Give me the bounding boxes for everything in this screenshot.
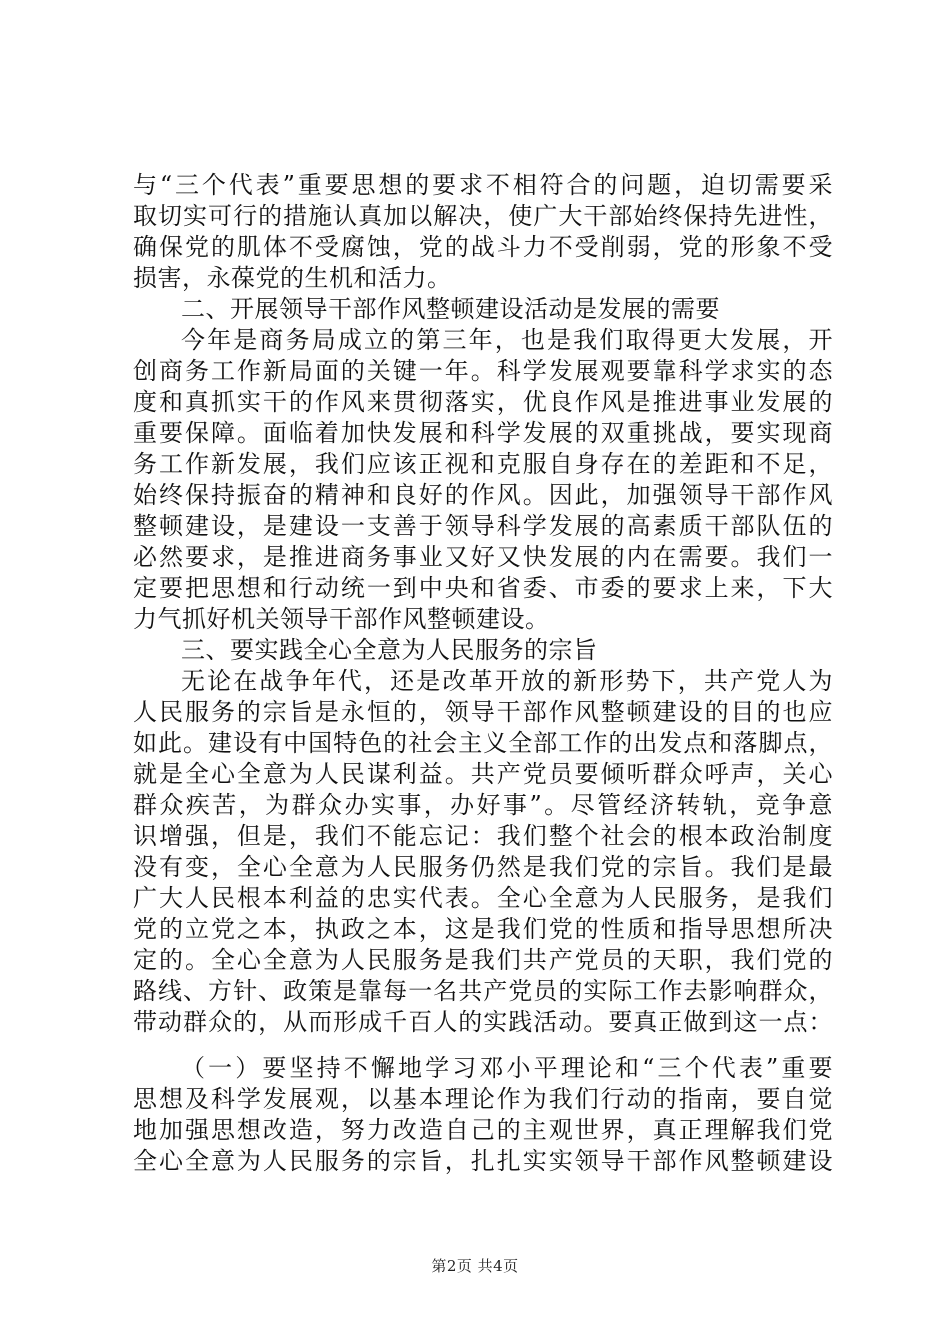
text-line: 如此。建设有中国特色的社会主义全部工作的出发点和落脚点， xyxy=(133,729,833,757)
text-line: 损害，永葆党的生机和活力。 xyxy=(133,264,452,292)
section-heading-2: 二、开展领导干部作风整顿建设活动是发展的需要 xyxy=(181,295,720,323)
text-line: 重要保障。面临着加快发展和科学发展的双重挑战，要实现商 xyxy=(133,419,833,447)
section-heading-3: 三、要实践全心全意为人民服务的宗旨 xyxy=(181,636,598,664)
text-line: （一）要坚持不懈地学习邓小平理论和“三个代表”重要 xyxy=(181,1054,833,1082)
text-line: 识增强，但是，我们不能忘记：我们整个社会的根本政治制度 xyxy=(133,822,833,850)
text-line: 创商务工作新局面的关键一年。科学发展观要靠科学求实的态 xyxy=(133,357,833,385)
text-line: 力气抓好机关领导干部作风整顿建设。 xyxy=(133,605,550,633)
text-line: 党的立党之本，执政之本，这是我们党的性质和指导思想所决 xyxy=(133,915,833,943)
text-line: 始终保持振奋的精神和良好的作风。因此，加强领导干部作风 xyxy=(133,481,833,509)
paragraph-gap xyxy=(133,1038,833,1053)
text-line: 广大人民根本利益的忠实代表。全心全意为人民服务，是我们 xyxy=(133,884,833,912)
text-line: 路线、方针、政策是靠每一名共产党员的实际工作去影响群众， xyxy=(133,977,833,1005)
text-line: 务工作新发展，我们应该正视和克服自身存在的差距和不足， xyxy=(133,450,833,478)
text-line: 地加强思想改造，努力改造自己的主观世界，真正理解我们党 xyxy=(133,1116,833,1144)
text-line: 带动群众的，从而形成千百人的实践活动。要真正做到这一点： xyxy=(133,1008,833,1036)
text-line: 定要把思想和行动统一到中央和省委、市委的要求上来，下大 xyxy=(133,574,833,602)
text-line: 与“三个代表”重要思想的要求不相符合的问题，迫切需要采 xyxy=(133,171,833,199)
text-line: 群众疾苦，为群众办实事，办好事”。尽管经济转轨，竞争意 xyxy=(133,791,833,819)
text-line: 必然要求，是推进商务事业又好又快发展的内在需要。我们一 xyxy=(133,543,833,571)
text-line: 取切实可行的措施认真加以解决，使广大干部始终保持先进性， xyxy=(133,202,833,230)
document-body xyxy=(133,170,833,1177)
text-line: 就是全心全意为人民谋利益。共产党员要倾听群众呼声，关心 xyxy=(133,760,833,788)
text-line: 全心全意为人民服务的宗旨，扎扎实实领导干部作风整顿建设 xyxy=(133,1147,833,1175)
text-line: 确保党的肌体不受腐蚀，党的战斗力不受削弱，党的形象不受 xyxy=(133,233,833,261)
text-line: 定的。全心全意为人民服务是我们共产党员的天职，我们党的 xyxy=(133,946,833,974)
text-line: 人民服务的宗旨是永恒的，领导干部作风整顿建设的目的也应 xyxy=(133,698,833,726)
text-line: 度和真抓实干的作风来贯彻落实，优良作风是推进事业发展的 xyxy=(133,388,833,416)
text-line: 今年是商务局成立的第三年，也是我们取得更大发展，开 xyxy=(181,326,833,354)
page-number-footer: 第2页 共4页 xyxy=(431,1257,519,1275)
text-line: 整顿建设，是建设一支善于领导科学发展的高素质干部队伍的 xyxy=(133,512,833,540)
text-line: 没有变，全心全意为人民服务仍然是我们党的宗旨。我们是最 xyxy=(133,853,833,881)
text-line: 无论在战争年代，还是改革开放的新形势下，共产党人为 xyxy=(181,667,833,695)
text-line: 思想及科学发展观，以基本理论作为我们行动的指南，要自觉 xyxy=(133,1085,833,1113)
